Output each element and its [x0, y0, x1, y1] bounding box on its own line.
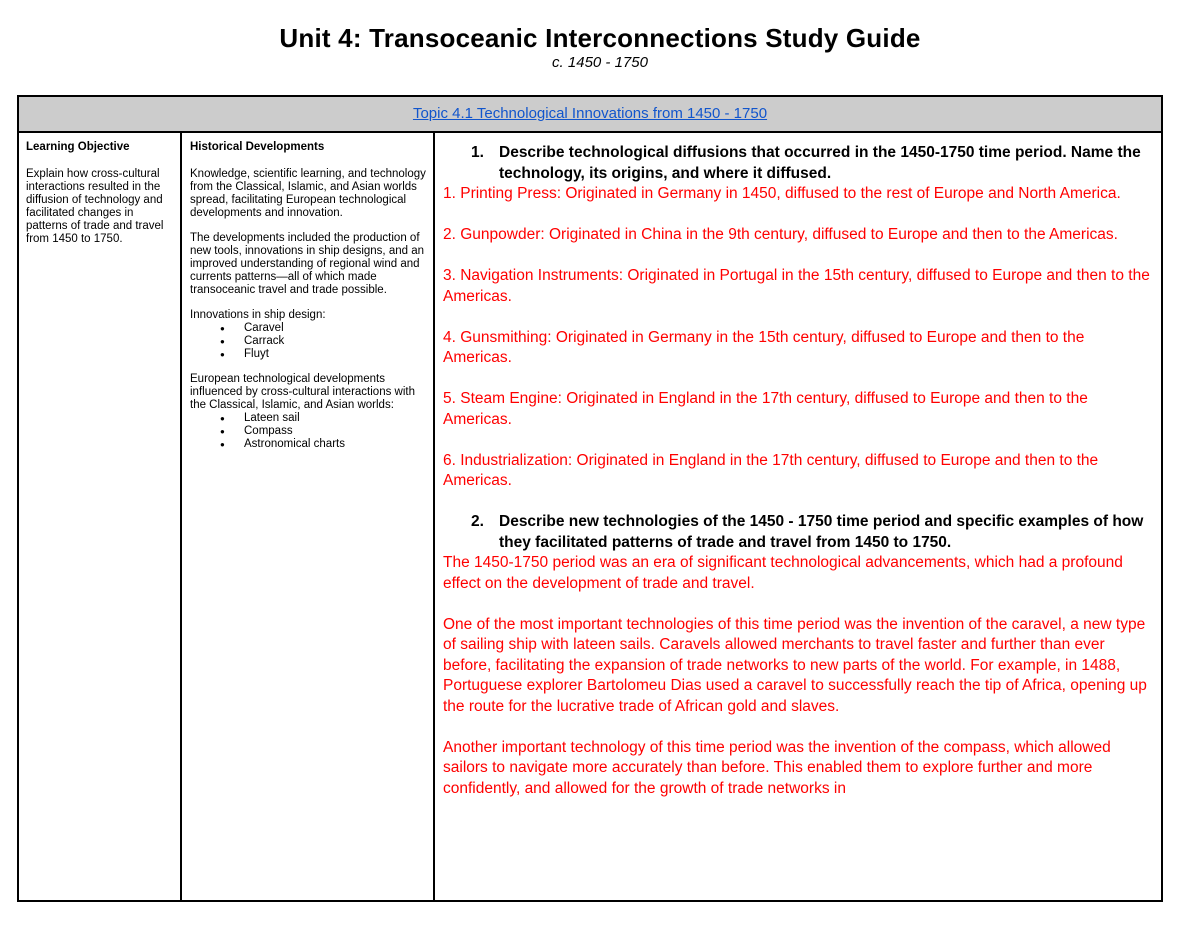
hd-paragraph-2: The developments included the production of new tools, innovations in ship designs, and an improved understanding of regional wind and currents patterns—all of which made transoceanic travel and trade possible. [190, 232, 424, 296]
answer-2-paragraph: One of the most important technologies of this time period was the invention of the caravel, a new type of sailing ship with lateen sails. Caravels allowed merchants to travel faster and further than ever before, facilitating the expansion of trade networks to new parts of the world. For example, in 1488, Portuguese explorer Bartolomeu Dias used a caravel to successfully reach the tip of Africa, opening up the route for the lucrative trade of African gold and slaves. [443, 615, 1147, 715]
answer-1-item: 1. Printing Press: Originated in Germany in 1450, diffused to the rest of Europe and North America. [443, 185, 1121, 202]
historical-developments-heading: Historical Developments [190, 141, 325, 153]
questions-column [435, 133, 1161, 900]
question-2-number: 2. [471, 513, 484, 530]
question-1-number: 1. [471, 144, 484, 161]
historical-developments-column [182, 133, 435, 900]
document-title: Unit 4: Transoceanic Interconnections Study Guide [279, 23, 921, 53]
learning-objective-heading: Learning Objective [26, 141, 130, 153]
answer-1-item: 2. Gunpowder: Originated in China in the 9th century, diffused to Europe and then to the Americas. [443, 226, 1118, 243]
answer-2-paragraph: Another important technology of this time period was the invention of the compass, which allowed sailors to navigate more accurately than before. This enabled them to explore further and more confidently, and allowed for the growth of trade networks in [443, 738, 1111, 797]
study-guide-table [17, 95, 1163, 902]
answer-2-paragraph: The 1450-1750 period was an era of significant technological advancements, which had a profound effect on the development of trade and travel. [443, 554, 1123, 592]
learning-objective-column [19, 133, 182, 900]
question-2-text: Describe new technologies of the 1450 - 1750 time period and specific examples of how they facilitated patterns of trade and travel from 1450 to 1750. [499, 513, 1144, 551]
list-item: ● Compass [190, 425, 427, 438]
learning-objective-text: Explain how cross-cultural interactions resulted in the diffusion of technology and facilitated changes in patterns of trade and travel from 1450 to 1750. [26, 168, 164, 245]
ship-design-list [190, 322, 427, 361]
list-item: ● Carrack [190, 335, 427, 348]
european-developments-intro: European technological developments influenced by cross-cultural interactions with the Classical, Islamic, and Asian worlds: [190, 373, 415, 411]
answer-1-item: 5. Steam Engine: Originated in England in the 17th century, diffused to Europe and then to the Americas. [443, 390, 1088, 428]
topic-link[interactable]: Topic 4.1 Technological Innovations from 1450 - 1750 [412, 105, 768, 122]
answer-1-item: 6. Industrialization: Originated in England in the 17th century, diffused to Europe and then to the Americas. [443, 451, 1099, 489]
answer-1-item: 3. Navigation Instruments: Originated in Portugal in the 15th century, diffused to Europe and then to the Americas. [443, 267, 1150, 305]
topic-header [19, 97, 1161, 133]
european-developments-list [190, 412, 427, 451]
question-1 [443, 143, 1153, 184]
answer-1-item: 4. Gunsmithing: Originated in Germany in the 15th century, diffused to Europe and then to the Americas. [443, 328, 1085, 366]
question-1-text: Describe technological diffusions that occurred in the 1450-1750 time period. Name the technology, its origins, and where it diffused. [499, 144, 1141, 182]
list-item: ● Caravel [190, 322, 427, 335]
ship-design-intro: Innovations in ship design: [190, 309, 326, 321]
document-subtitle: c. 1450 - 1750 [552, 54, 648, 71]
hd-paragraph-1: Knowledge, scientific learning, and technology from the Classical, Islamic, and Asian worlds spread, facilitating European technological developments and innovation. [190, 168, 426, 219]
list-item: ● Fluyt [190, 348, 427, 361]
list-item: ● Astronomical charts [190, 438, 427, 451]
list-item: ● Lateen sail [190, 412, 427, 425]
question-2 [443, 512, 1153, 553]
